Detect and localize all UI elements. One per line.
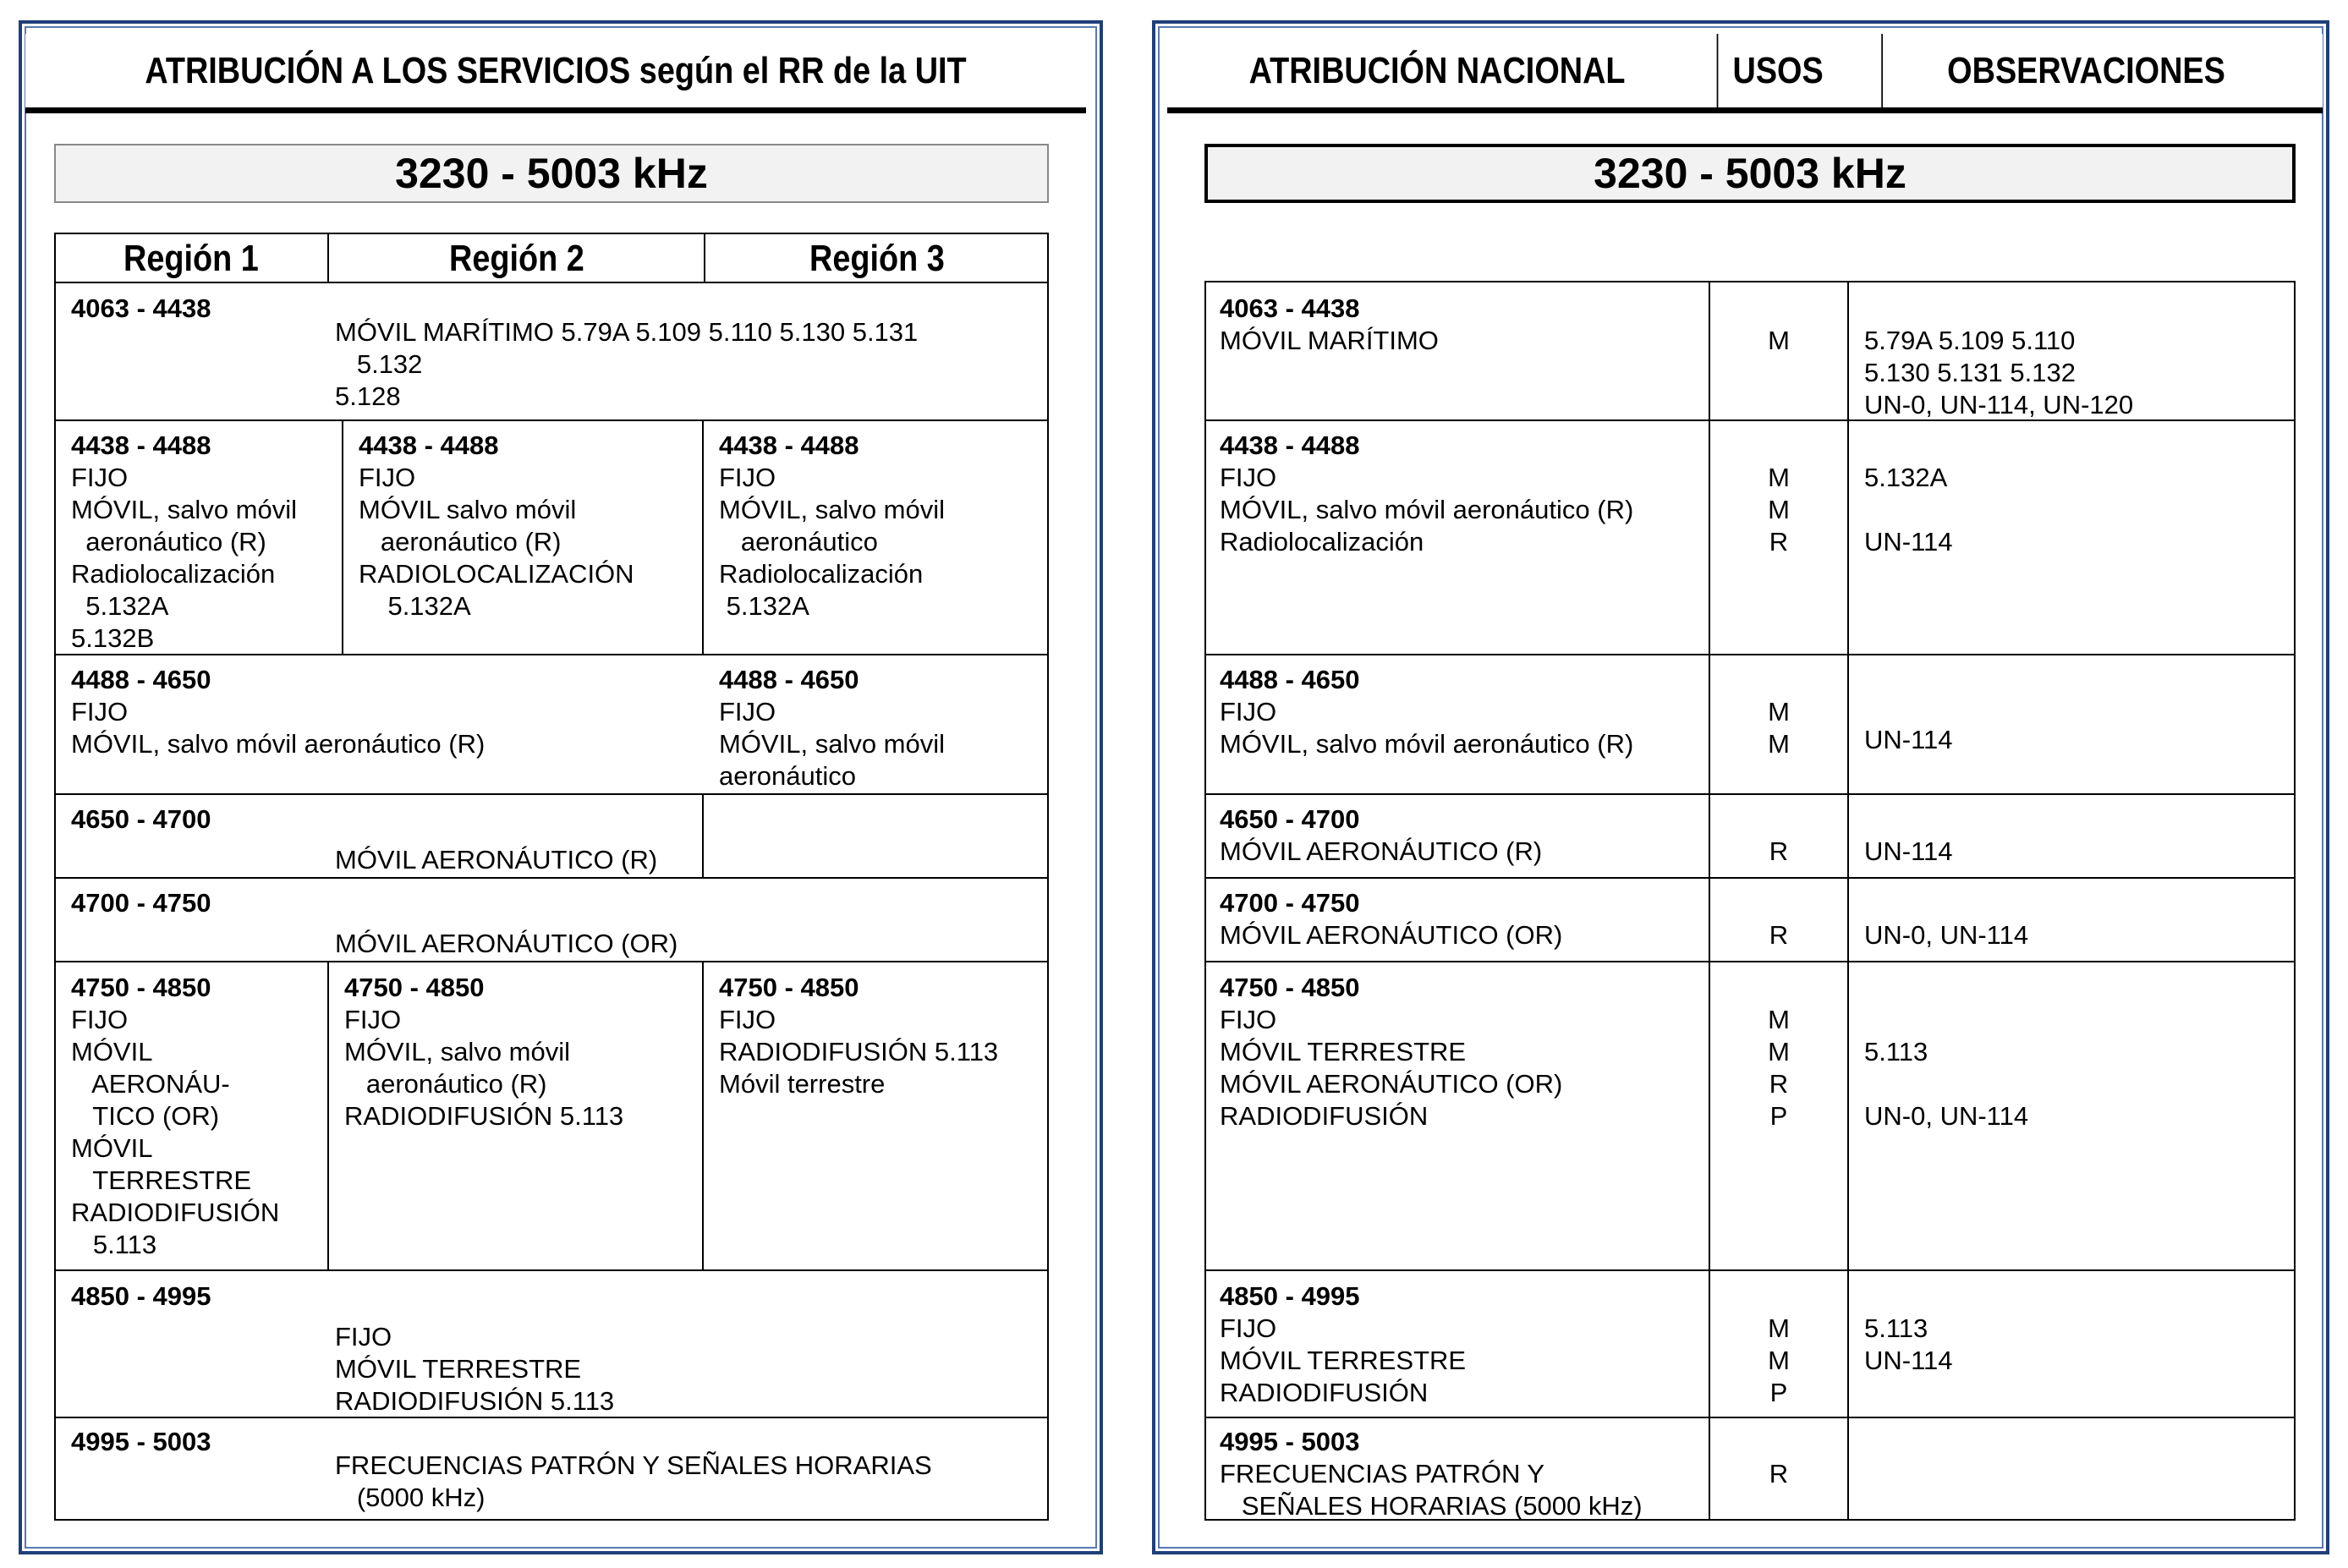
national-cell: 4995 - 5003 FRECUENCIAS PATRÓN Y SEÑALES HORARIAS (5000 kHz) [1220,1427,1643,1521]
usos-cell: M M R [1768,463,1790,556]
national-cell: 4438 - 4488 FIJO MÓVIL, salvo móvil aeronáutico (R) Radiolocalización [1220,430,1634,556]
observaciones-cell: 5.113 UN-114 [1864,1313,1953,1375]
usos-cell: M [1768,326,1790,355]
region-2-cell: 4750 - 4850 FIJO MÓVIL, salvo móvil aeronáutico (R) RADIODIFUSIÓN 5.113 [344,973,624,1131]
divider [327,962,329,1270]
allocation-text: FRECUENCIAS PATRÓN Y SEÑALES HORARIAS (5000 kHz) [335,1450,932,1512]
divider [1204,961,2296,962]
national-cell: 4750 - 4850 FIJO MÓVIL TERRESTRE MÓVIL AERONÁUTICO (OR) RADIODIFUSIÓN [1220,973,1563,1131]
divider [1847,281,1849,1521]
range-label: 4995 - 5003 [71,1427,211,1456]
allocation-text: MÓVIL MARÍTIMO 5.79A 5.109 5.110 5.130 5.131 5.132 5.128 [335,317,919,411]
left-header-title: ATRIBUCIÓN A LOS SERVICIOS según el RR de la UIT [145,49,967,91]
national-cell: 4488 - 4650 FIJO MÓVIL, salvo móvil aeronáutico (R) [1220,665,1634,759]
national-cell: 4700 - 4750 MÓVIL AERONÁUTICO (OR) [1220,888,1563,950]
region-2-cell: 4438 - 4488 FIJO MÓVIL salvo móvil aeronáutico (R) RADIOLOCALIZACIÓN 5.132A [359,430,634,621]
region-3-cell: 4488 - 4650 FIJO MÓVIL, salvo móvil aeronáutico [719,665,946,791]
usos-cell: M M P [1768,1313,1790,1407]
divider [702,794,704,878]
right-band-title: 3230 - 5003 kHz [1204,144,2296,203]
allocation-text: MÓVIL AERONÁUTICO (R) [335,845,658,874]
range-label: 4700 - 4750 [71,888,211,918]
observaciones-cell: UN-114 [1864,836,1953,866]
region-3-heading: Región 3 [809,238,945,279]
observaciones-cell: 5.79A 5.109 5.110 5.130 5.131 5.132 UN-0, UN-114, UN-120 [1864,326,2134,419]
region-3-cell: 4750 - 4850 FIJO RADIODIFUSIÓN 5.113 Móvil terrestre [719,973,999,1099]
observaciones-cell: 5.113 UN-0, UN-114 [1864,1037,2029,1131]
range-label: 4650 - 4700 [71,804,211,834]
divider [342,420,343,655]
header-usos: USOS [1717,34,1838,107]
allocation-text: FIJO MÓVIL TERRESTRE RADIODIFUSIÓN 5.113 [335,1322,615,1416]
divider [54,1269,1049,1271]
national-cell: 4850 - 4995 FIJO MÓVIL TERRESTRE RADIODIFUSIÓN [1220,1281,1467,1407]
region-1-heading: Región 1 [123,238,259,279]
region-2-heading: Región 2 [448,238,584,279]
observaciones-cell: 5.132A UN-114 [1864,463,1953,556]
allocation-text: MÓVIL AERONÁUTICO (OR) [335,929,678,958]
national-cell: 4650 - 4700 MÓVIL AERONÁUTICO (R) [1220,804,1543,866]
usos-cell: R [1769,1459,1789,1489]
left-panel-header [25,34,1086,113]
divider [702,420,704,655]
divider [54,961,1049,962]
region-1-2-cell: 4488 - 4650 FIJO MÓVIL, salvo móvil aeronáutico (R) [71,665,486,759]
usos-cell: M M R P [1768,1005,1790,1131]
usos-cell: R [1769,836,1789,866]
region-3-cell: 4438 - 4488 FIJO MÓVIL, salvo móvil aeronáutico Radiolocalización 5.132A [719,430,946,621]
range-label: 4850 - 4995 [71,1281,211,1311]
header-observaciones: OBSERVACIONES [1881,34,2290,107]
usos-cell: R [1769,920,1789,950]
region-1-cell: 4438 - 4488 FIJO MÓVIL, salvo móvil aeronáutico (R) Radiolocalización 5.132A 5.132B [71,430,298,653]
range-label: 4063 - 4438 [71,293,211,323]
observaciones-cell: UN-0, UN-114 [1864,920,2029,950]
divider [702,962,704,1270]
header-atribucion-nacional: ATRIBUCIÓN NACIONAL [1248,49,1626,91]
divider [1204,1269,2296,1271]
left-band-title: 3230 - 5003 kHz [54,144,1049,203]
usos-cell: M M [1768,697,1790,759]
region-1-cell: 4750 - 4850 FIJO MÓVIL AERONÁU- TICO (OR) MÓVIL TERRESTRE RADIODIFUSIÓN 5.113 [71,973,280,1259]
observaciones-cell: UN-114 [1864,725,1953,754]
right-panel-header [1167,34,2323,113]
national-cell: 4063 - 4438 MÓVIL MARÍTIMO [1220,293,1439,355]
